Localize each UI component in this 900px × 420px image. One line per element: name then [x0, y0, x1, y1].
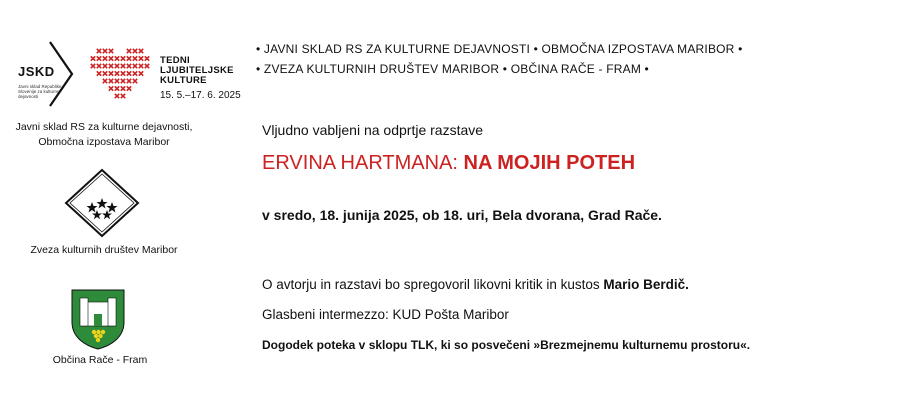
jskd-letters: JSKD — [18, 64, 55, 79]
obcina-caption: Občina Rače - Fram — [52, 354, 148, 366]
tlk-dates: 15. 5.–17. 6. 2025 — [160, 90, 241, 101]
header-organizers-line1: • JAVNI SKLAD RS ZA KULTURNE DEJAVNOSTI • OBMOČNA IZPOSTAVA MARIBOR • — [256, 42, 743, 56]
jskd-small-text: Javni sklad Republike Slovenije za kulturne dejavnosti — [18, 84, 62, 99]
tlk-heart-icon — [88, 46, 152, 102]
obcina-crest-icon — [70, 288, 126, 350]
header-organizers-line2: • ZVEZA KULTURNIH DRUŠTEV MARIBOR • OBČINA RAČE - FRAM • — [256, 62, 649, 76]
invitation-intro: Vljudno vabljeni na odprtje razstave — [262, 122, 484, 138]
tlk-title-line3: KULTURE — [160, 75, 207, 86]
zkd-logo-icon — [64, 168, 140, 238]
event-note-line: Dogodek poteka v sklopu TLK, ki so posvečeni »Brezmejnemu kulturnemu prostoru«. — [262, 338, 751, 352]
tlk-title-line2: LJUBITELJSKE — [160, 65, 234, 76]
exhibition-name: NA MOJIH POTEH — [463, 152, 636, 174]
jskd-caption — [0, 120, 208, 150]
about-prefix: O avtorju in razstavi bo spregovoril likovni kritik in kustos — [262, 277, 604, 292]
music-intermezzo-line: Glasbeni intermezzo: KUD Pošta Maribor — [262, 307, 509, 322]
tlk-title — [160, 56, 234, 86]
event-date-line: v sredo, 18. junija 2025, ob 18. uri, Bela dvorana, Grad Rače. — [262, 207, 662, 223]
exhibition-title — [262, 152, 635, 175]
jskd-caption-line2: Območna izpostava Maribor — [38, 136, 170, 148]
speaker-name: Mario Berdič. — [603, 277, 689, 292]
tlk-title-line1: TEDNI — [160, 55, 190, 66]
exhibition-author: ERVINA HARTMANA: — [262, 152, 464, 174]
jskd-caption-line1: Javni sklad RS za kulturne dejavnosti, — [15, 121, 193, 133]
zkd-caption: Zveza kulturnih društev Maribor — [30, 244, 178, 256]
about-speaker-line — [262, 277, 689, 292]
